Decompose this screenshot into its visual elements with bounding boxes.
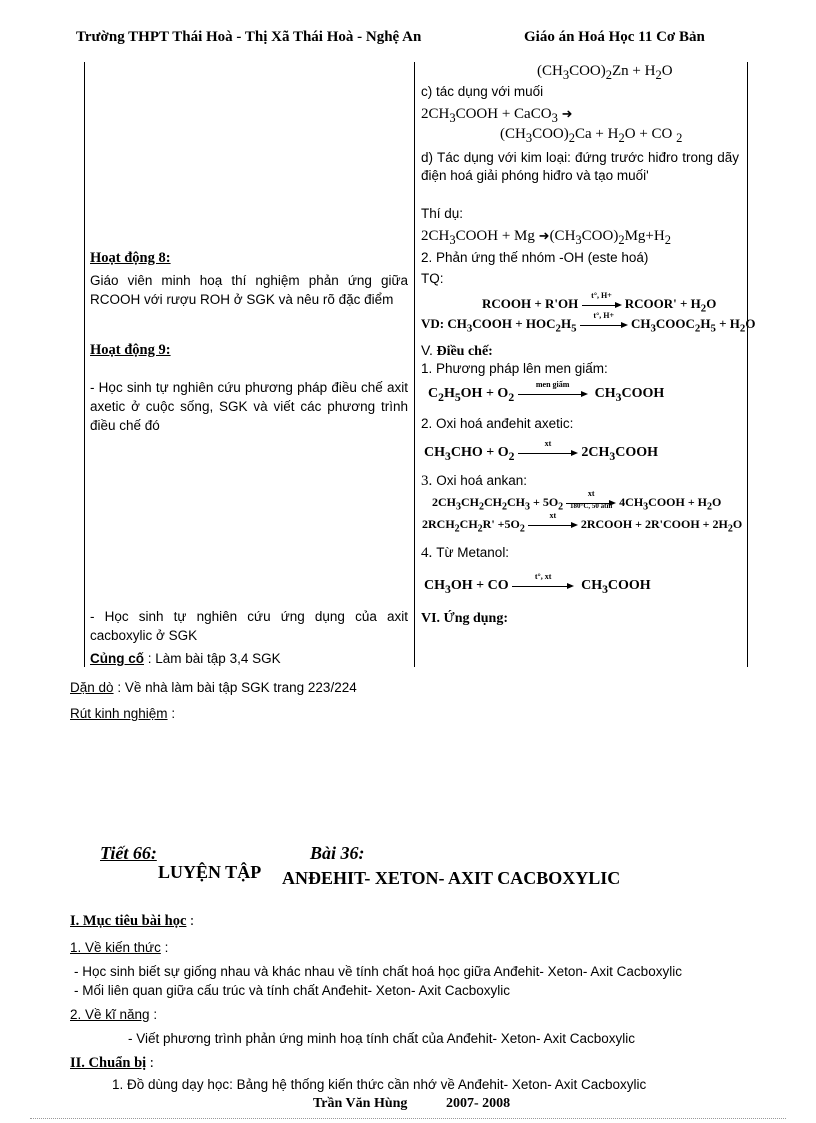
thi-du: Thí dụ: [421, 206, 464, 221]
eq-zn: $(CH_3COO)_2Zn + H_2O$ [537, 63, 673, 82]
chuan-bi-heading: II. Chuẩn bị : [70, 1055, 154, 1071]
header-subject: Giáo án Hoá Học 11 Cơ Bản [524, 29, 705, 45]
bai-label: Bài 36: [310, 843, 365, 863]
eq-2: $CH_3CHO + O_2$ xt $2CH_3COOH$ [424, 438, 659, 463]
kn-line-1: - Viết phương trình phản ứng minh hoạ tính chất của Anđehit- Xeton- Axit Cacboxylic [128, 1031, 635, 1046]
muc-tieu-heading: I. Mục tiêu bài học : [70, 913, 195, 929]
tiet-label: Tiết 66: [100, 843, 157, 863]
eq-caco3-rhs: $(CH_3COO)_2Ca + H_2O$ + CO $_2$ [500, 126, 683, 145]
footer-author: Trần Văn Hùng [313, 1096, 408, 1111]
dan-do: Dặn dò : Về nhà làm bài tập SGK trang 223/224 [70, 680, 357, 695]
pu-the: 2. Phản ứng thế nhóm -OH (este hoá) [421, 250, 649, 265]
dieu-che-heading: V. Điều chế: [421, 342, 493, 359]
title-part-a: LUYỆN TẬP [158, 862, 262, 882]
kien-thuc-heading: 1. Về kiến thức : [70, 940, 169, 955]
eq-4: $CH_3OH$ + CO t°, xt $CH_3COOH$ [424, 571, 651, 596]
hd8-text: Giáo viên minh hoạ thí nghiệm phản ứng giữa RCOOH với rượu ROH ở SGK và nêu rõ đặc điểm [90, 273, 408, 307]
app-text: - Học sinh tự nghiên cứu ứng dụng của axit cacboxylic ở SGK [90, 609, 408, 643]
eq-3b: $2RCH_2CH_2R' +5O_2$ xt 2RCOOH + 2R'COOH + $2H_2O$ [422, 511, 743, 535]
method-2: 2. Oxi hoá anđehit axetic: [421, 416, 574, 431]
hd8-title: Hoạt động 8: [90, 250, 171, 266]
footer-divider [30, 1118, 786, 1119]
c-muoi: c) tác dụng với muối [421, 84, 544, 99]
rut-kinh-nghiem: Rút kinh nghiệm : [70, 706, 176, 721]
kt-line-2: - Mối liên quan giữa cấu trúc và tính chất Anđehit- Xeton- Axit Cacboxylic [74, 983, 511, 998]
hd9-title: Hoạt động 9: [90, 342, 171, 358]
table-right-border [747, 62, 748, 667]
method-3: 3. Oxi hoá ankan: [421, 473, 528, 489]
table-middle-border [414, 62, 415, 667]
cungco [90, 651, 281, 666]
eq-vd: VD: $CH_3COOH + HOC_2H_5$ t°, H+ $CH_3COOC_2H_5 + H_2O$ [421, 311, 756, 335]
method-1: 1. Phương pháp lên men giấm: [421, 361, 608, 376]
title-part-b: ANĐEHIT- XETON- AXIT CACBOXYLIC [282, 868, 621, 888]
footer-year: 2007- 2008 [446, 1096, 511, 1111]
tq-label: TQ: [421, 271, 444, 286]
ki-nang-heading: 2. Về kĩ năng : [70, 1007, 158, 1022]
ung-dung: VI. Ứng dụng: [421, 611, 509, 626]
eq-caco3-lhs: $2CH_3COOH$ + CaCO$_3$ ➜ [421, 106, 573, 125]
eq-tq: RCOOH + R'OH t°, H+ RCOOR' + $H_2O$ [482, 291, 717, 315]
cungco-text: : Làm bài tập 3,4 SGK [147, 651, 281, 666]
eq-mg: $2CH_3COOH + Mg$ $➜(CH_3COO)_2Mg+H_2$ [421, 228, 671, 247]
d-kimloai: d) Tác dụng với kim loại: đứng trước hiđro trong dãy điện hoá giải phóng hiđro và tạo muối' [421, 150, 739, 183]
cungco-label: Củng cố [90, 651, 144, 666]
table-left-border [84, 62, 85, 667]
eq-3a: $2CH_3CH_2CH_2CH_3 + 5O_2$ xt 180°C, 50 atm $4CH_3COOH + H_2O$ [432, 489, 722, 513]
eq-1: $C_2H_5OH + O_2$ men giấm $CH_3COOH$ [428, 379, 665, 404]
header-school: Trường THPT Thái Hoà - Thị Xã Thái Hoà - Nghệ An [76, 29, 422, 45]
kt-line-1: - Học sinh biết sự giống nhau và khác nhau về tính chất hoá học giữa Anđehit- Xeton- Axit Cacboxylic [74, 964, 682, 979]
method-4: 4. Từ Metanol: [421, 545, 510, 561]
hd9-text: - Học sinh tự nghiên cứu phương pháp điều chế axit axetic ở cuộc sống, SGK và viết các phương trình điều chế đó [90, 380, 408, 433]
cb-line-1: 1. Đồ dùng dạy học: Bảng hệ thống kiến thức cần nhớ về Anđehit- Xeton- Axit Cacboxylic [112, 1077, 647, 1092]
